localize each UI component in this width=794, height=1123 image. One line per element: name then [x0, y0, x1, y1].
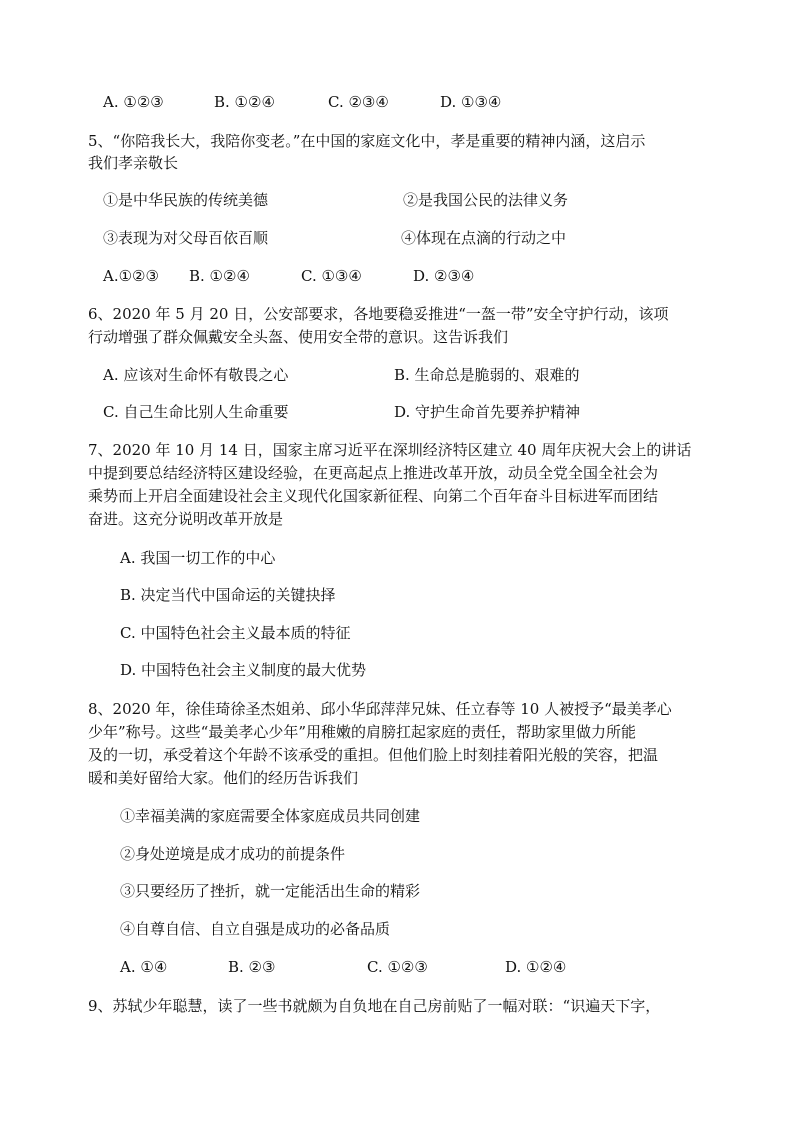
q4-option-d[interactable]: D. ①③④ [440, 93, 502, 111]
q8-option-b[interactable]: B. ②③ [228, 958, 276, 976]
q8-option-d[interactable]: D. ①②④ [505, 958, 567, 976]
q5-statement-4: ④体现在点滴的行动之中 [401, 229, 567, 247]
q4-options [0, 92, 794, 112]
q5-stem-line-1: 5、“你陪我长大，我陪你变老。”在中国的家庭文化中，孝是重要的精神内涵，这启示 [88, 132, 646, 150]
q5-option-b[interactable]: B. ①②④ [189, 267, 250, 285]
q6-option-a[interactable]: A. 应该对生命怀有敬畏之心 [103, 366, 289, 384]
q6-option-c[interactable]: C. 自己生命比别人生命重要 [103, 403, 289, 421]
q8-stem-line-3: 及的一切，承受着这个年龄不该承受的重担。但他们脸上时刻挂着阳光般的笑容，把温 [88, 746, 659, 764]
q7-option-c[interactable]: C. 中国特色社会主义最本质的特征 [120, 624, 351, 642]
q8-options [0, 957, 794, 977]
q8-statement-4: ④自尊自信、自立自强是成功的必备品质 [120, 920, 391, 938]
q6-option-d[interactable]: D. 守护生命首先要养护精神 [394, 403, 581, 421]
q8-option-a[interactable]: A. ①④ [120, 958, 168, 976]
q6-option-b[interactable]: B. 生命总是脆弱的、艰难的 [394, 366, 580, 384]
q5-statement-3: ③表现为对父母百依百顺 [103, 229, 269, 247]
q5-option-a[interactable]: A.①②③ [103, 267, 159, 285]
q4-option-c[interactable]: C. ②③④ [328, 93, 389, 111]
q5-stem-line-2: 我们孝亲敬长 [88, 154, 179, 172]
q7-stem-line-1: 7、2020 年 10 月 14 日，国家主席习近平在深圳经济特区建立 40 周年庆祝大会上的讲话 [88, 441, 692, 459]
q9-stem-line-1: 9、苏轼少年聪慧，读了一些书就颇为自负地在自己房前贴了一幅对联：“识遍天下字， [88, 997, 661, 1015]
q6-options-row-1 [0, 365, 794, 385]
q5-statement-2: ②是我国公民的法律义务 [403, 191, 569, 209]
q7-stem-line-3: 乘势而上开启全面建设社会主义现代化国家新征程、向第二个百年奋斗目标进军而团结 [88, 487, 659, 505]
q5-option-d[interactable]: D. ②③④ [413, 267, 475, 285]
q5-statements-row-1 [0, 190, 794, 210]
q7-option-a[interactable]: A. 我国一切工作的中心 [120, 549, 276, 567]
q8-statement-3: ③只要经历了挫折，就一定能活出生命的精彩 [120, 882, 421, 900]
q8-stem-line-2: 少年”称号。这些“最美孝心少年”用稚嫩的肩膀扛起家庭的责任，帮助家里做力所能 [88, 723, 637, 741]
q8-stem-line-4: 暖和美好留给大家。他们的经历告诉我们 [88, 769, 359, 787]
q7-option-b[interactable]: B. 决定当代中国命运的关键抉择 [120, 586, 336, 604]
q4-option-b[interactable]: B. ①②④ [214, 93, 275, 111]
q6-options-row-2 [0, 402, 794, 422]
q7-stem-line-4: 奋进。这充分说明改革开放是 [88, 510, 284, 528]
q8-option-c[interactable]: C. ①②③ [367, 958, 428, 976]
q5-option-c[interactable]: C. ①③④ [301, 267, 362, 285]
q6-stem-line-2: 行动增强了群众佩戴安全头盔、使用安全带的意识。这告诉我们 [88, 328, 509, 346]
q8-stem-line-1: 8、2020 年，徐佳琦徐圣杰姐弟、邱小华邱萍萍兄妹、任立春等 10 人被授予“最美孝心 [88, 700, 672, 718]
q5-statement-1: ①是中华民族的传统美德 [103, 191, 269, 209]
q7-option-d[interactable]: D. 中国特色社会主义制度的最大优势 [120, 661, 367, 679]
q5-options [0, 266, 794, 286]
q8-statement-2: ②身处逆境是成才成功的前提条件 [120, 845, 346, 863]
q6-stem-line-1: 6、2020 年 5 月 20 日，公安部要求，各地要稳妥推进“一盔一带”安全守护行动，该项 [88, 305, 669, 323]
q7-stem-line-2: 中提到要总结经济特区建设经验，在更高起点上推进改革开放，动员全党全国全社会为 [88, 464, 659, 482]
q8-statement-1: ①幸福美满的家庭需要全体家庭成员共同创建 [120, 807, 421, 825]
q5-statements-row-2 [0, 228, 794, 248]
q4-option-a[interactable]: A. ①②③ [103, 93, 164, 111]
